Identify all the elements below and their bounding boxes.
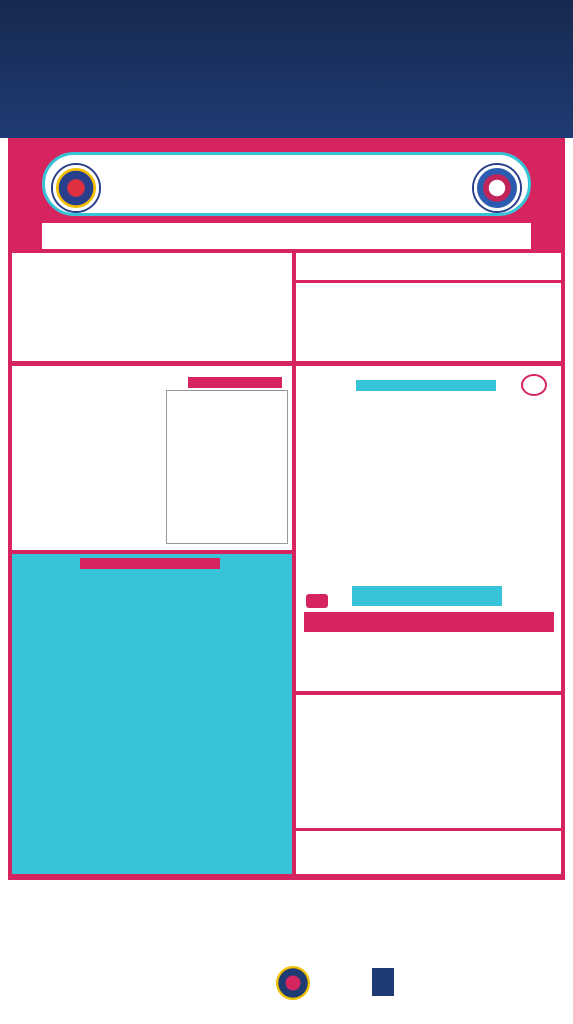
competency-table-image [169,395,285,533]
conclusion-heading [296,695,561,698]
confidence-chart [300,398,557,578]
objectives-section [296,283,561,361]
competency-document [166,390,288,544]
excellent-percentage [352,586,502,606]
activity-plans-section [12,554,292,874]
aims-section [296,253,561,280]
conference-header [0,0,573,138]
development-section [12,366,292,550]
development-heading [12,366,292,369]
group-people-icon [521,374,547,396]
conclusion-section [296,695,561,828]
participants-banner [356,380,496,391]
conference-logo-ring [22,6,132,116]
trinity-crest-icon [372,968,394,996]
objectives-heading [296,283,561,286]
intro-heading [12,253,292,256]
speech-bubble-icon [306,594,328,608]
results-section [296,366,561,691]
intro-section [12,253,292,361]
results-heading [296,366,561,369]
references-section [296,831,561,874]
poster [8,138,565,880]
nursing-values-logo [474,165,520,211]
hospital-crest-icon [276,966,310,1000]
rotation-experience [304,612,554,632]
poster-title-banner [42,152,531,216]
references-heading [296,831,561,834]
aims-heading [296,253,561,256]
covey-quote [42,223,531,249]
hospital-seal-logo [53,165,99,211]
activity-plans-title [80,558,220,569]
draft-competency-label [188,377,282,388]
